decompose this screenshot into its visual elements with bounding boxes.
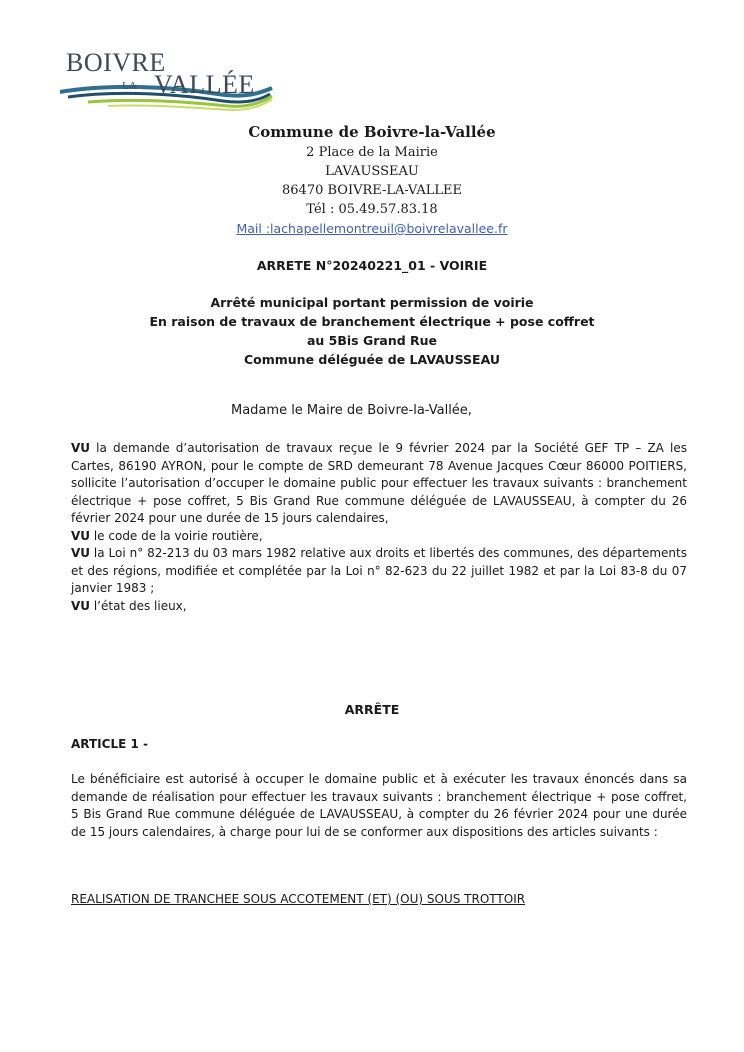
vu-label: VU [71, 546, 91, 560]
article-1-body: Le bénéficiaire est autorisé à occuper le domaine public et à exécuter les travaux énoncés dans sa demande de réalisation pour effectuer les travaux suivants : branchement électrique + pose coffret, 5 Bis Grand Rue commune déléguée de LAVAUSSEAU, à compter du 26 février 2024 pour une durée de 15 jours calendaires, à charge pour lui de se conformer aux dispositions des articles suivants : [71, 772, 687, 839]
vu-item [71, 598, 687, 616]
letterhead [0, 123, 744, 238]
considerations [71, 440, 687, 615]
decree-title [0, 293, 744, 369]
vu-text: l’état des lieux, [90, 598, 187, 613]
address: 2 Place de la Mairie [306, 145, 438, 160]
logo [58, 44, 278, 124]
logo-word-boivre: BOIVRE [66, 48, 166, 77]
vu-item [71, 440, 687, 528]
section-heading-realisation: REALISATION DE TRANCHEE SOUS ACCOTEMENT (ET) (OU) SOUS TROTTOIR [71, 892, 526, 906]
article-1-heading: ARTICLE 1 - [71, 737, 148, 751]
arrete-number: ARRETE N°20240221_01 - VOIRIE [256, 258, 488, 273]
logo-word-la: LA [122, 80, 137, 92]
vu-item [71, 545, 687, 598]
town: LAVAUSSEAU [325, 164, 419, 179]
arrete-heading: ARRÊTE [344, 702, 400, 717]
vu-text: le code de la voirie routière, [90, 528, 263, 543]
vu-label: VU [71, 598, 91, 613]
vu-label: VU [71, 528, 91, 543]
vu-item [71, 528, 687, 546]
vu-text: la demande d’autorisation de travaux reçue le 9 février 2024 par la Société GEF TP – ZA les Cartes, 86190 AYRON, pour le compte de SRD demeurant 78 Avenue Jacques Cœur 86000 POITIERS, sollicite l’autorisation d’occuper le domaine public pour effectuer les travaux suivants : branchement électrique + pose coffret, 5 Bis Grand Rue commune déléguée de LAVAUSSEAU, à compter du 26 février 2024 pour une durée de 15 jours calendaires, [71, 441, 687, 525]
vu-label: VU [71, 441, 91, 455]
title-line: Arrêté municipal portant permission de voirie [210, 295, 534, 310]
phone: Tél : 05.49.57.83.18 [306, 202, 438, 217]
title-line: au 5Bis Grand Rue [306, 333, 438, 348]
title-line: Commune déléguée de LAVAUSSEAU [243, 352, 501, 367]
vu-text: la Loi n° 82-213 du 03 mars 1982 relative aux droits et libertés des communes, des départements et des régions, modifiée et complétée par la Loi n° 82-623 du 22 juillet 1982 et par la Loi 83-8 du 07 janvier 1983 ; [71, 546, 687, 595]
postal-code: 86470 BOIVRE-LA-VALLEE [282, 183, 462, 198]
mail-link[interactable]: Mail :lachapellemontreuil@boivrelavallee.fr [236, 221, 508, 236]
commune-name: Commune de Boivre-la-Vallée [248, 123, 496, 141]
salutation: Madame le Maire de Boivre-la-Vallée, [231, 403, 472, 418]
logo-word-vallee: VALLÉE [154, 70, 255, 99]
title-line: En raison de travaux de branchement électrique + pose coffret [149, 314, 595, 329]
